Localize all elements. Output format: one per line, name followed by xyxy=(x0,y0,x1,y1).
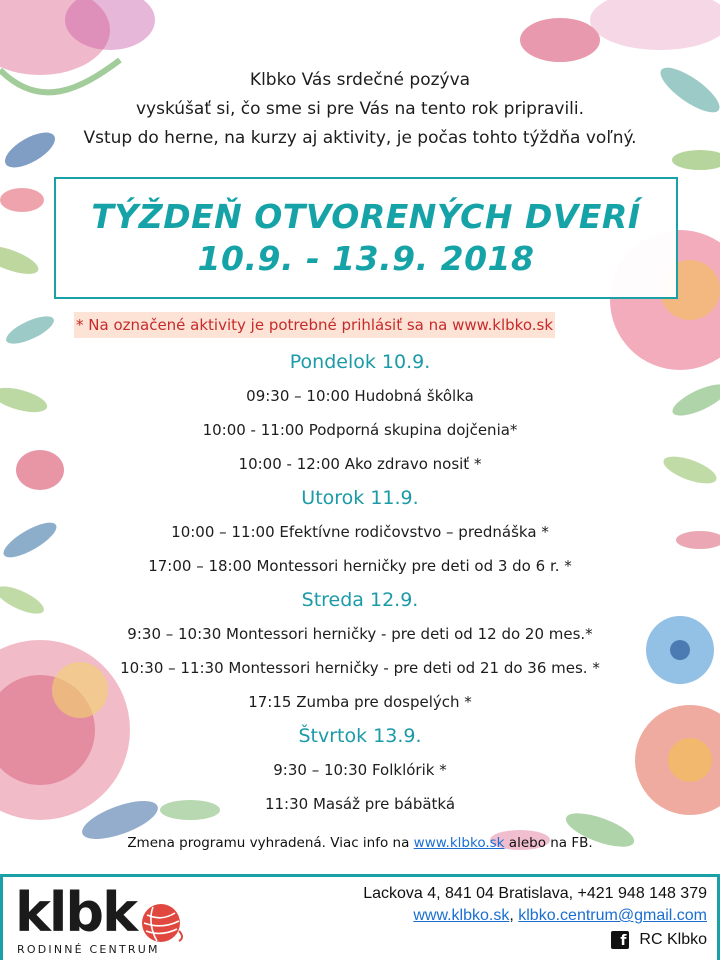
invitation-text xyxy=(0,66,720,153)
schedule-item: 10:00 - 11:00 Podporná skupina dojčenia* xyxy=(202,421,518,439)
schedule-item: 10:30 – 11:30 Montessori herničky - pre deti od 21 do 36 mes. * xyxy=(120,659,600,677)
facebook-icon: f xyxy=(611,931,629,949)
address-line: Lackova 4, 841 04 Bratislava, +421 948 148 379 xyxy=(363,885,707,902)
links-line xyxy=(363,905,707,927)
day-heading: Streda 12.9. xyxy=(301,589,419,611)
email-link[interactable]: klbko.centrum@gmail.com xyxy=(518,907,707,924)
registration-note: * Na označené aktivity je potrebné prihlásiť sa na www.klbko.sk xyxy=(74,312,555,338)
day-heading: Pondelok 10.9. xyxy=(289,351,431,373)
schedule-item: 17:00 – 18:00 Montessori herničky pre deti od 3 do 6 r. * xyxy=(148,557,572,575)
schedule xyxy=(0,345,720,821)
day-heading: Utorok 11.9. xyxy=(301,487,419,509)
schedule-item: 11:30 Masáž pre bábätká xyxy=(264,795,456,813)
invitation-line: Klbko Vás srdečné pozýva xyxy=(249,70,471,90)
title-banner xyxy=(54,177,678,299)
schedule-item: 09:30 – 10:00 Hudobná škôlka xyxy=(246,387,474,405)
change-text-end: alebo na FB. xyxy=(504,835,593,851)
schedule-item: 10:00 - 12:00 Ako zdravo nosiť * xyxy=(238,455,482,473)
website-link[interactable]: www.klbko.sk xyxy=(413,835,505,851)
change-text: Zmena programu vyhradená. Viac info na xyxy=(127,835,414,851)
schedule-item: 10:00 – 11:00 Efektívne rodičovstvo – prednáška * xyxy=(171,523,549,541)
website-link[interactable]: www.klbko.sk xyxy=(413,907,510,924)
invitation-line: Vstup do herne, na kurzy aj aktivity, je počas tohto týždňa voľný. xyxy=(83,128,637,148)
link-separator: , xyxy=(509,907,519,924)
schedule-item: 9:30 – 10:30 Folklórik * xyxy=(273,761,447,779)
yarn-ball-icon xyxy=(139,901,183,945)
event-dates: 10.9. - 13.9. 2018 xyxy=(197,239,535,278)
invitation-line: vyskúšať si, čo sme si pre Vás na tento rok pripravili. xyxy=(135,99,585,119)
logo-subtitle: RODINNÉ CENTRUM xyxy=(17,943,160,956)
facebook-row[interactable] xyxy=(611,929,707,951)
facebook-page-name: RC Klbko xyxy=(639,931,707,948)
contact-info xyxy=(363,883,707,952)
day-heading: Štvrtok 13.9. xyxy=(298,725,422,747)
logo-wordmark: klbk xyxy=(15,881,136,944)
schedule-item: 9:30 – 10:30 Montessori herničky - pre deti od 12 do 20 mes.* xyxy=(127,625,593,643)
klbko-logo xyxy=(13,881,203,959)
program-change-note xyxy=(0,832,720,854)
event-title: TÝŽDEŇ OTVORENÝCH DVERÍ xyxy=(91,197,641,236)
schedule-item: 17:15 Zumba pre dospelých * xyxy=(248,693,472,711)
footer xyxy=(0,874,720,960)
